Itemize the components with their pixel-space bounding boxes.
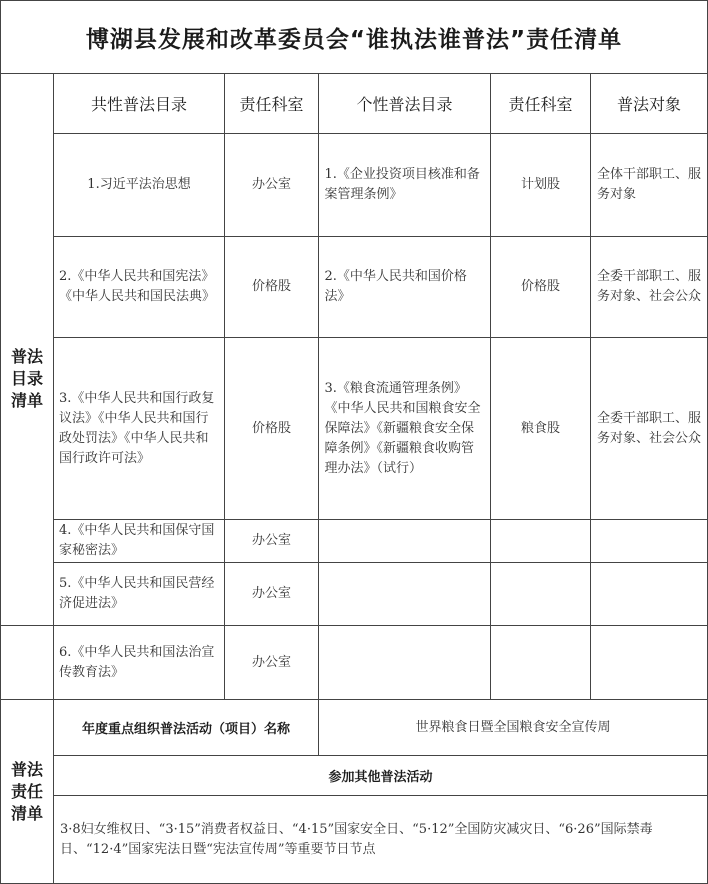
target-item-2-text: 全委干部职工、服务对象、社会公众 (597, 269, 702, 304)
special-item-6 (319, 626, 491, 700)
common-item-3-text: 3.《中华人民共和国行政复议法》《中华人民共和国行政处罚法》《中华人民共和国行政许可法》 (59, 390, 215, 466)
annual-activity-label: 年度重点组织普法活动（项目）名称 (54, 700, 319, 756)
target-item-4 (591, 520, 708, 563)
header-dept-1: 责任科室 (225, 74, 319, 134)
dept1-item-5: 办公室 (225, 563, 319, 626)
header-common-catalog: 共性普法目录 (54, 74, 225, 134)
header-target: 普法对象 (591, 74, 708, 134)
dept1-item-3: 价格股 (225, 338, 319, 520)
common-item-1-text: 1.习近平法治思想 (87, 177, 191, 192)
side-label-responsibility (1, 700, 54, 884)
header-dept-2: 责任科室 (491, 74, 591, 134)
special-item-3-text: 3.《粮食流通管理条例》《中华人民共和国粮食安全保障法》《新疆粮食安全保障条例》《新疆粮食收购管理办法》（试行） (324, 380, 481, 476)
common-item-2 (54, 237, 225, 338)
target-item-2 (591, 237, 708, 338)
common-item-3 (54, 338, 225, 520)
side-label-responsibility-text: 普法责任清单 (10, 759, 43, 823)
common-item-6 (54, 626, 225, 700)
target-item-1-text: 全体干部职工、服务对象 (597, 167, 702, 202)
common-item-4-text: 4.《中华人民共和国保守国家秘密法》 (59, 523, 215, 558)
common-item-5-text: 5.《中华人民共和国民营经济促进法》 (59, 576, 215, 611)
special-item-3 (319, 338, 491, 520)
dept1-item-6: 办公室 (225, 626, 319, 700)
special-item-2-text: 2.《中华人民共和国价格法》 (324, 269, 467, 304)
header-special-catalog: 个性普法目录 (319, 74, 491, 134)
special-item-1-text: 1.《企业投资项目核准和备案管理条例》 (324, 167, 480, 202)
common-item-1 (54, 134, 225, 237)
side-label-catalog-text: 普法目录清单 (10, 347, 43, 411)
special-item-1 (319, 134, 491, 237)
other-activities-value: 3·8妇女维权日、“3·15”消费者权益日、“4·15”国家安全日、“5·12”全国防灾减灾日、“6·26”国际禁毒日、“12·4”国家宪法日暨“宪法宣传周”等重要节日节点 (54, 796, 708, 884)
special-item-4 (319, 520, 491, 563)
dept2-item-3: 粮食股 (491, 338, 591, 520)
dept2-item-1: 计划股 (491, 134, 591, 237)
special-item-2 (319, 237, 491, 338)
target-item-3-text: 全委干部职工、服务对象、社会公众 (597, 410, 702, 446)
side-label-catalog (1, 134, 54, 626)
common-item-5 (54, 563, 225, 626)
page-title: 博湖县发展和改革委员会“谁执法谁普法”责任清单 (1, 1, 708, 74)
other-activities-label: 参加其他普法活动 (54, 756, 708, 796)
common-item-4 (54, 520, 225, 563)
dept2-item-5 (491, 563, 591, 626)
side-blank-top (1, 74, 54, 134)
common-item-2-text: 2.《中华人民共和国宪法》《中华人民共和国民法典》 (59, 269, 216, 304)
target-item-5 (591, 563, 708, 626)
dept1-item-4: 办公室 (225, 520, 319, 563)
dept2-item-6 (491, 626, 591, 700)
dept2-item-4 (491, 520, 591, 563)
dept1-item-2: 价格股 (225, 237, 319, 338)
target-item-3 (591, 338, 708, 520)
annual-activity-value: 世界粮食日暨全国粮食安全宣传周 (319, 700, 708, 756)
target-item-6 (591, 626, 708, 700)
special-item-5 (319, 563, 491, 626)
common-item-6-text: 6.《中华人民共和国法治宣传教育法》 (59, 644, 215, 680)
dept2-item-2: 价格股 (491, 237, 591, 338)
target-item-1 (591, 134, 708, 237)
dept1-item-1: 办公室 (225, 134, 319, 237)
side-blank-middle (1, 626, 54, 700)
